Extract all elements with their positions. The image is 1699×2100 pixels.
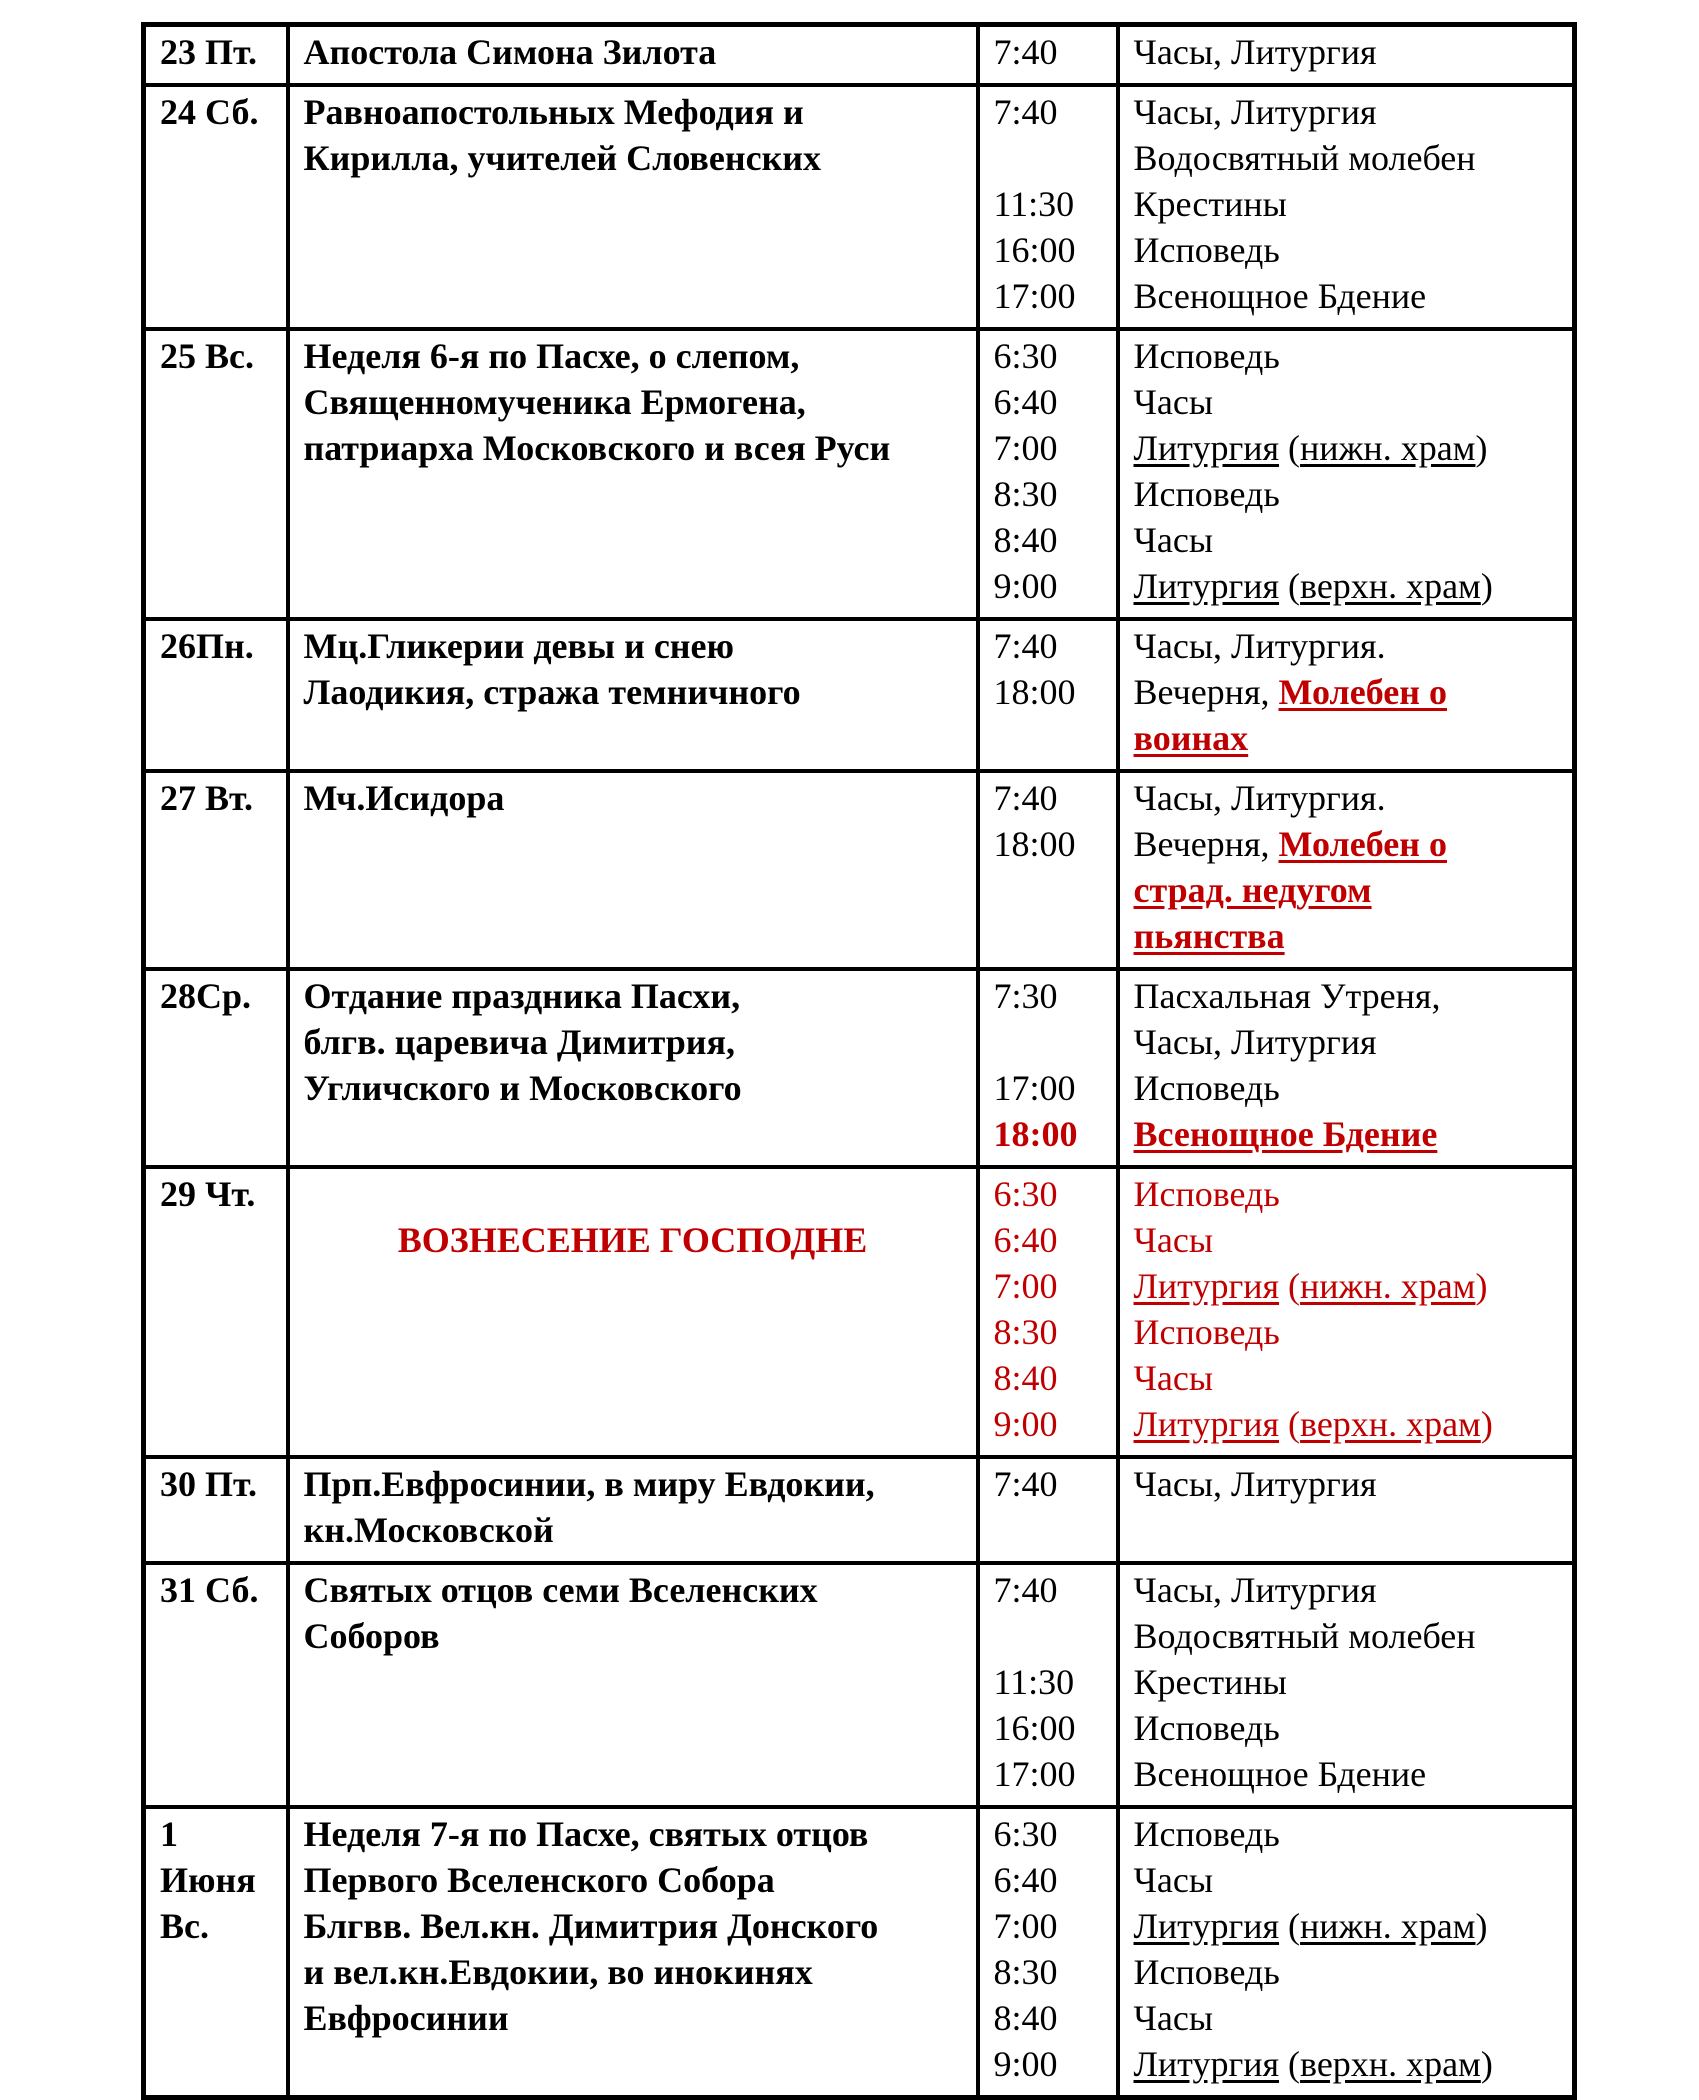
service-text: )	[1475, 428, 1488, 468]
service-time: 11:30	[993, 184, 1075, 224]
feast-line: Блгвв. Вел.кн. Димитрия Донского	[303, 1906, 879, 1946]
service-line	[1134, 227, 1559, 273]
service-time: 18:00	[993, 824, 1076, 864]
service-text: Молебен о	[1278, 672, 1447, 712]
service-text: Водосвятный молебен	[1133, 1616, 1476, 1656]
service-time: 6:30	[993, 336, 1058, 376]
service-time: 8:40	[993, 520, 1058, 560]
service-time: 16:00	[993, 1708, 1076, 1748]
service-line	[1134, 973, 1559, 1019]
service-cell	[1118, 25, 1575, 86]
schedule-body	[144, 25, 1575, 2098]
service-line	[1134, 1171, 1559, 1217]
service-text: )	[1475, 1266, 1488, 1306]
feast-line: и вел.кн.Евдокии, во инокинях	[303, 1952, 813, 1992]
date-cell	[144, 329, 288, 619]
feast-cell	[288, 1563, 978, 1807]
date-line: 1	[160, 1814, 178, 1854]
time-cell	[978, 85, 1118, 329]
time-cell	[978, 1563, 1118, 1807]
feast-line: блгв. царевича Димитрия,	[303, 1022, 735, 1062]
service-cell	[1118, 771, 1575, 969]
date-line: 23 Пт.	[160, 32, 257, 72]
feast-line: Священномученика Ермогена,	[303, 382, 806, 422]
service-time: 6:40	[993, 1220, 1058, 1260]
service-time: 6:40	[993, 1860, 1058, 1900]
feast-cell	[288, 329, 978, 619]
feast-line: Мц.Гликерии девы и снею	[303, 626, 735, 666]
feast-line: Угличского и Московского	[303, 1068, 742, 1108]
service-text: Всенощное Бдение	[1133, 276, 1427, 316]
service-text: )	[1480, 1404, 1493, 1444]
time-cell	[978, 329, 1118, 619]
service-line	[1134, 517, 1559, 563]
service-text: Исповедь	[1133, 1708, 1280, 1748]
time-cell	[978, 25, 1118, 86]
schedule-row	[144, 619, 1575, 771]
feast-line: Неделя 7-я по Пасхе, святых отцов	[303, 1814, 869, 1854]
service-time: 7:30	[993, 976, 1058, 1016]
service-line	[1134, 1111, 1559, 1157]
service-line	[1134, 1217, 1559, 1263]
feast-line: Отдание праздника Пасхи,	[303, 976, 741, 1016]
service-line	[1134, 1461, 1559, 1507]
service-time: 7:40	[993, 1464, 1058, 1504]
date-cell	[144, 1563, 288, 1807]
service-line	[1134, 1401, 1559, 1447]
service-text: Часы	[1133, 1998, 1214, 2038]
schedule-row	[144, 771, 1575, 969]
feast-line: Неделя 6-я по Пасхе, о слепом,	[303, 336, 800, 376]
service-time: 9:00	[993, 1404, 1058, 1444]
time-cell	[978, 1457, 1118, 1563]
service-text: Литургия	[1133, 1906, 1280, 1946]
service-text: Часы	[1133, 1220, 1214, 1260]
time-cell	[978, 1167, 1118, 1457]
service-time: 7:40	[993, 778, 1058, 818]
schedule-row	[144, 1167, 1575, 1457]
service-text: Исповедь	[1133, 1068, 1280, 1108]
service-time: 7:40	[993, 626, 1058, 666]
service-text: верхн. храм	[1300, 2044, 1481, 2084]
feast-line: Святых отцов семи Вселенских	[303, 1570, 818, 1610]
service-line	[1134, 273, 1559, 319]
service-text: (	[1279, 1906, 1301, 1946]
service-schedule-table	[141, 22, 1577, 2100]
date-line: 26Пн.	[160, 626, 254, 666]
service-time: 17:00	[993, 1754, 1076, 1794]
service-text: )	[1475, 1906, 1488, 1946]
service-cell	[1118, 619, 1575, 771]
date-line: 24 Сб.	[160, 92, 259, 132]
service-text: (	[1279, 2044, 1301, 2084]
service-time: 7:40	[993, 92, 1058, 132]
service-line	[1134, 821, 1559, 867]
feast-cell	[288, 969, 978, 1167]
date-line: 31 Сб.	[160, 1570, 259, 1610]
service-text: Часы, Литургия.	[1133, 626, 1386, 666]
service-line	[1134, 669, 1559, 715]
service-line	[1134, 379, 1559, 425]
service-text: Исповедь	[1133, 1174, 1280, 1214]
feast-cell	[288, 1167, 978, 1457]
service-time: 7:40	[993, 32, 1058, 72]
service-text: Часы, Литургия	[1133, 1022, 1377, 1062]
service-line	[1134, 1659, 1559, 1705]
service-text: (	[1279, 566, 1301, 606]
service-line	[1134, 1857, 1559, 1903]
service-line	[1134, 1613, 1559, 1659]
feast-line: Соборов	[303, 1616, 440, 1656]
feast-line: патриарха Московского и всея Руси	[303, 428, 891, 468]
feast-line: Евфросинии	[303, 1998, 509, 2038]
service-cell	[1118, 1457, 1575, 1563]
service-line	[1134, 623, 1559, 669]
service-text: Молебен о	[1278, 824, 1447, 864]
date-cell	[144, 85, 288, 329]
service-line	[1134, 775, 1559, 821]
service-text: Часы	[1133, 1358, 1214, 1398]
feast-line: Лаодикия, стража темничного	[303, 672, 801, 712]
service-time: 6:30	[993, 1174, 1058, 1214]
service-line	[1134, 471, 1559, 517]
service-time: 7:40	[993, 1570, 1058, 1610]
service-text: нижн. храм	[1300, 1906, 1476, 1946]
schedule-row	[144, 85, 1575, 329]
time-cell	[978, 619, 1118, 771]
service-line	[1134, 1995, 1559, 2041]
service-text: верхн. храм	[1300, 1404, 1481, 1444]
date-line: 28Ср.	[160, 976, 252, 1016]
service-time	[994, 913, 1102, 959]
service-text: Литургия	[1133, 1266, 1280, 1306]
feast-line: Равноапостольных Мефодия и	[303, 92, 804, 132]
service-time: 8:30	[993, 474, 1058, 514]
service-text: Вечерня,	[1133, 824, 1279, 864]
feast-line: Кирилла, учителей Словенских	[303, 138, 822, 178]
date-line: 27 Вт.	[160, 778, 253, 818]
service-text: Литургия	[1133, 566, 1280, 606]
service-time: 11:30	[993, 1662, 1075, 1702]
date-line: Вс.	[160, 1906, 209, 1946]
feast-cell	[288, 1457, 978, 1563]
service-cell	[1118, 1807, 1575, 2098]
date-line: 25 Вс.	[160, 336, 254, 376]
service-time: 17:00	[993, 276, 1076, 316]
service-line	[1134, 1567, 1559, 1613]
service-time	[994, 867, 1102, 913]
feast-cell	[288, 771, 978, 969]
service-text: Крестины	[1133, 1662, 1287, 1702]
service-time: 9:00	[993, 566, 1058, 606]
date-line: Июня	[160, 1860, 256, 1900]
feast-title: ВОЗНЕСЕНИЕ ГОСПОДНЕ	[397, 1220, 868, 1260]
service-text: Водосвятный молебен	[1133, 138, 1476, 178]
service-text: Всенощное Бдение	[1133, 1754, 1427, 1794]
service-text: Исповедь	[1133, 474, 1280, 514]
service-line	[1134, 563, 1559, 609]
schedule-row	[144, 969, 1575, 1167]
feast-cell	[288, 619, 978, 771]
service-cell	[1118, 1167, 1575, 1457]
service-cell	[1118, 85, 1575, 329]
service-time: 6:30	[993, 1814, 1058, 1854]
service-text: Исповедь	[1133, 1952, 1280, 1992]
service-text: (	[1279, 1404, 1301, 1444]
time-cell	[978, 771, 1118, 969]
service-text: Исповедь	[1133, 336, 1280, 376]
service-time: 8:30	[993, 1952, 1058, 1992]
service-text: Литургия	[1133, 428, 1280, 468]
service-text: (	[1279, 1266, 1301, 1306]
service-text: (	[1279, 428, 1301, 468]
date-cell	[144, 1167, 288, 1457]
date-cell	[144, 25, 288, 86]
service-line	[1134, 913, 1559, 959]
service-text: верхн. храм	[1300, 566, 1481, 606]
date-cell	[144, 771, 288, 969]
service-text: Пасхальная Утреня,	[1133, 976, 1441, 1016]
service-cell	[1118, 969, 1575, 1167]
date-cell	[144, 619, 288, 771]
time-cell	[978, 1807, 1118, 2098]
service-line	[1134, 1355, 1559, 1401]
service-text: Часы, Литургия	[1133, 92, 1377, 132]
feast-cell	[288, 85, 978, 329]
feast-line: Апостола Симона Зилота	[303, 32, 717, 72]
feast-line: Первого Вселенского Собора	[303, 1860, 775, 1900]
service-line	[1134, 1019, 1559, 1065]
service-line	[1134, 1903, 1559, 1949]
service-time: 18:00	[993, 672, 1076, 712]
service-text: воинах	[1133, 718, 1249, 758]
service-line	[1134, 135, 1559, 181]
service-time: 7:00	[993, 428, 1058, 468]
date-line: 29 Чт.	[160, 1174, 256, 1214]
service-line	[1134, 89, 1559, 135]
feast-line: кн.Московской	[303, 1510, 554, 1550]
service-line	[1134, 425, 1559, 471]
service-line	[1134, 1751, 1559, 1797]
service-time	[994, 715, 1102, 761]
service-line	[1134, 1811, 1559, 1857]
feast-cell	[288, 1807, 978, 2098]
service-text: Всенощное Бдение	[1133, 1114, 1438, 1154]
service-text: Часы	[1133, 382, 1214, 422]
service-line	[1134, 1705, 1559, 1751]
schedule-row	[144, 329, 1575, 619]
feast-cell	[288, 25, 978, 86]
schedule-row	[144, 1563, 1575, 1807]
service-line	[1134, 181, 1559, 227]
service-text: Вечерня,	[1133, 672, 1279, 712]
service-line	[1134, 867, 1559, 913]
schedule-row	[144, 25, 1575, 86]
service-cell	[1118, 329, 1575, 619]
service-text: Часы, Литургия	[1133, 32, 1377, 72]
service-line	[1134, 1263, 1559, 1309]
service-time	[994, 1613, 1102, 1659]
service-text: Часы, Литургия	[1133, 1570, 1377, 1610]
service-time: 7:00	[993, 1266, 1058, 1306]
service-text: Часы, Литургия	[1133, 1464, 1377, 1504]
service-text: страд. недугом	[1133, 870, 1372, 910]
date-cell	[144, 969, 288, 1167]
service-text: Литургия	[1133, 2044, 1280, 2084]
service-time	[994, 135, 1102, 181]
service-time: 9:00	[993, 2044, 1058, 2084]
service-text: )	[1480, 566, 1493, 606]
service-cell	[1118, 1563, 1575, 1807]
service-time: 18:00	[993, 1114, 1078, 1154]
service-line	[1134, 29, 1559, 75]
feast-line: Мч.Исидора	[303, 778, 505, 818]
service-time: 17:00	[993, 1068, 1076, 1108]
service-text: нижн. храм	[1300, 1266, 1476, 1306]
service-line	[1134, 1065, 1559, 1111]
service-line	[1134, 333, 1559, 379]
service-line	[1134, 1309, 1559, 1355]
service-text: Литургия	[1133, 1404, 1280, 1444]
date-cell	[144, 1457, 288, 1563]
service-text: Часы	[1133, 520, 1214, 560]
service-time: 8:40	[993, 1358, 1058, 1398]
schedule-row	[144, 1457, 1575, 1563]
feast-line: Прп.Евфросинии, в миру Евдокии,	[303, 1464, 875, 1504]
service-text: нижн. храм	[1300, 428, 1476, 468]
service-time: 8:30	[993, 1312, 1058, 1352]
service-text: Исповедь	[1133, 1312, 1280, 1352]
service-time: 8:40	[993, 1998, 1058, 2038]
service-text: )	[1480, 2044, 1493, 2084]
service-time: 7:00	[993, 1906, 1058, 1946]
service-text: пьянства	[1133, 916, 1285, 956]
service-text: Исповедь	[1133, 1814, 1280, 1854]
service-time: 16:00	[993, 230, 1076, 270]
service-time	[994, 1019, 1102, 1065]
service-text: Часы, Литургия.	[1133, 778, 1386, 818]
schedule-row	[144, 1807, 1575, 2098]
date-cell	[144, 1807, 288, 2098]
time-cell	[978, 969, 1118, 1167]
service-line	[1134, 1949, 1559, 1995]
service-text: Крестины	[1133, 184, 1287, 224]
service-text: Часы	[1133, 1860, 1214, 1900]
service-line	[1134, 715, 1559, 761]
service-text: Исповедь	[1133, 230, 1280, 270]
date-line: 30 Пт.	[160, 1464, 257, 1504]
service-time: 6:40	[993, 382, 1058, 422]
